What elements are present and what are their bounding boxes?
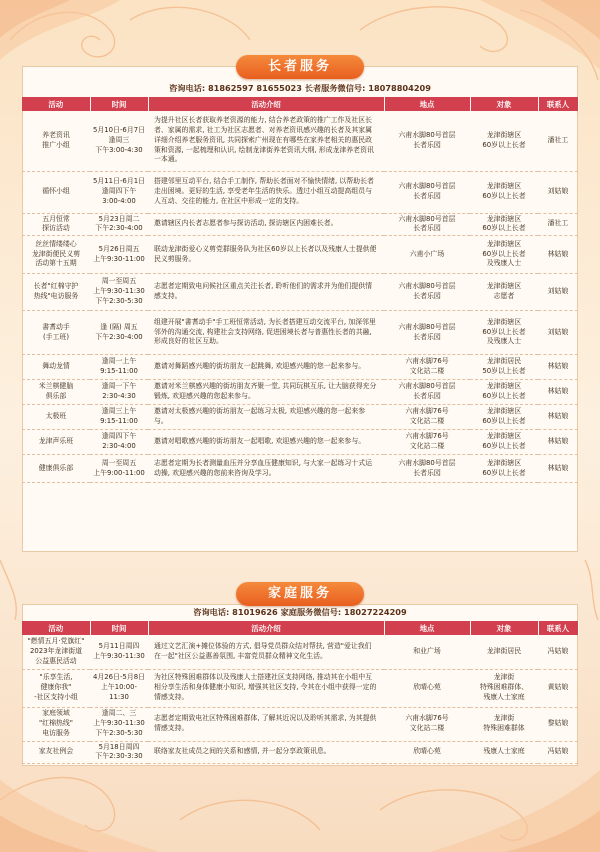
cell-intro: 志愿者定期致电社区特殊困难群体, 了解其近况以及聆听其需求, 为其提供情感支持。: [148, 707, 384, 741]
header-target: 对象: [470, 621, 538, 635]
cell-target: 龙津街辖区 60岁以上长者: [470, 455, 538, 483]
cell-time: 逢 (隔) 周五 下午2:30-4:00: [90, 311, 148, 355]
cell-time: 5月11日周四 上午9:30-11:30: [90, 635, 148, 669]
cell-location: 六甫水脚76号 文化站二楼: [384, 355, 470, 380]
cell-location: 六甫小广场: [384, 236, 470, 274]
header-activity: 活动: [22, 621, 90, 635]
table-row: [22, 274, 578, 311]
cell-activity: 长者"红棉守护 热线"电访服务: [22, 274, 90, 311]
cell-contact: 黎姑娘: [538, 707, 578, 741]
cell-location: 欣晴心苑: [384, 741, 470, 764]
cell-intro: 志愿者定期为长者测量血压并分享血压健康知识, 与大家一起练习十式运动操, 欢迎感兴趣的您前来咨询及学习。: [148, 455, 384, 483]
cell-intro: 搭建邻里互动平台, 结合手工制作, 帮助长者面对不愉快情绪, 以帮助长者走出困境。更好的生活, 享受老年生活的快乐。透过小组互动提高组员与人互动、交往的能力, 在社区中形成一定的支持。: [148, 171, 384, 213]
cell-activity: 家庭领域 "红棉热线" 电访服务: [22, 707, 90, 741]
cell-activity: 米兰棋健脑 俱乐部: [22, 380, 90, 405]
cell-time: 逢周三上午 9:15-11:00: [90, 405, 148, 430]
cell-activity: 家友社例会: [22, 741, 90, 764]
table-row: [22, 111, 578, 171]
cell-location: 和业广场: [384, 635, 470, 669]
cell-activity: 舞动龙情: [22, 355, 90, 380]
cell-activity: "燃情五月·党旗红" 2023年龙津街道 公益惠民活动: [22, 635, 90, 669]
cell-intro: 为社区特殊困难群体以及残康人士搭建社区支持网络, 推动其在小组中互相分享生活和身体健康小知识, 增强其社区支持, 令其在小组中获得一定的情感支持。: [148, 669, 384, 707]
cell-target: 龙津街辖区 60岁以上长者: [470, 405, 538, 430]
table-row: [22, 311, 578, 355]
cell-location: 六甫水脚80号首层 长者乐园: [384, 171, 470, 213]
cell-location: 六甫水脚80号首层 长者乐园: [384, 455, 470, 483]
cell-target: 龙津街居民 50岁以上长者: [470, 355, 538, 380]
header-contact: 联系人: [538, 621, 578, 635]
cell-target: 龙津街辖区 60岁以上长者: [470, 213, 538, 236]
cell-location: 六甫水脚80号首层 长者乐园: [384, 274, 470, 311]
cell-time: 5月11日-6月1日 逢周四下午 3:00-4:00: [90, 171, 148, 213]
cell-contact: 林姑娘: [538, 355, 578, 380]
cell-intro: 邀请辖区内长者志愿者参与探访活动, 探访辖区内困难长者。: [148, 213, 384, 236]
table-header-row: [22, 621, 578, 635]
elder-services-table: [22, 97, 579, 483]
cell-time: 周一至周五 上午9:30-11:30 下午2:30-5:30: [90, 274, 148, 311]
table-row: [22, 355, 578, 380]
cell-intro: 邀请对舞蹈感兴趣的街坊朋友一起跳舞, 欢迎感兴趣的您一起来参与。: [148, 355, 384, 380]
family-services-table: [22, 621, 579, 764]
cell-activity: 書耆动手 (手工班): [22, 311, 90, 355]
cell-intro: 邀请对唱歌感兴趣的街坊朋友一起唱歌, 欢迎感兴趣的您一起来参与。: [148, 430, 384, 455]
header-contact: 联系人: [538, 97, 578, 111]
family-services-title: 家庭服务: [236, 582, 364, 606]
cell-intro: 邀请对太极感兴趣的街坊朋友一起练习太极, 欢迎感兴趣的您一起来参与。: [148, 405, 384, 430]
cell-target: 龙津街辖区 60岁以上长者: [470, 380, 538, 405]
header-time: 时间: [90, 621, 148, 635]
cell-target: 龙津街 特殊困难群体: [470, 707, 538, 741]
cell-intro: 志愿者定期致电问候社区重点关注长者, 聆听他们的需求并为他们提供情感支持。: [148, 274, 384, 311]
cell-contact: 林姑娘: [538, 455, 578, 483]
cell-time: 逢周一上午 9:15-11:00: [90, 355, 148, 380]
cell-time: 周一至周五 上午9:00-11:00: [90, 455, 148, 483]
table-row: [22, 635, 578, 669]
cell-contact: 林姑娘: [538, 430, 578, 455]
cell-contact: 黄姑娘: [538, 669, 578, 707]
cell-target: 龙津街 特殊困难群体、 残康人士家庭: [470, 669, 538, 707]
cell-contact: 刘姑娘: [538, 311, 578, 355]
cell-target: 龙津街辖区 志愿者: [470, 274, 538, 311]
cell-intro: 通过文艺汇演+摊位体验的方式, 倡导党员群众结对帮扶, 营造"爱让我们在一起"社区公益惠善氛围, 丰富党员群众精神文化生活。: [148, 635, 384, 669]
cell-activity: 太极班: [22, 405, 90, 430]
elder-services-rows: [22, 111, 578, 483]
cell-contact: 冯姑娘: [538, 635, 578, 669]
header-intro: 活动介绍: [148, 97, 384, 111]
table-row: [22, 455, 578, 483]
header-intro: 活动介绍: [148, 621, 384, 635]
table-row: [22, 741, 578, 764]
cell-target: 残康人士家庭: [470, 741, 538, 764]
table-row: [22, 707, 578, 741]
cell-location: 六甫水脚76号 文化站二楼: [384, 707, 470, 741]
cell-contact: 潘社工: [538, 213, 578, 236]
cell-intro: 邀请对米兰棋感兴趣的街坊朋友齐聚一堂, 共同玩棋互乐, 让大脑获得充分锻炼, 欢迎感兴趣的您起来参与。: [148, 380, 384, 405]
cell-activity: 龙津声乐班: [22, 430, 90, 455]
cell-intro: 为提升社区长者获取养老资源的能力, 结合养老政策的推广工作及社区长者、家属的需求, 社工为社区志愿者、对养老资讯感兴趣的长者及其家属详细介绍养老服务资讯, 共同探索广州现在有哪些在家养老相关的惠民政策和资源, 一起梳理和认识, 绘制龙津街养老资讯大纲, 形成龙津养老资讯一本通。: [148, 111, 384, 171]
cell-time: 逢周一下午 2:30-4:30: [90, 380, 148, 405]
cell-activity: 健康俱乐部: [22, 455, 90, 483]
cell-contact: 林姑娘: [538, 236, 578, 274]
cell-activity: 养老资讯 推广小组: [22, 111, 90, 171]
header-time: 时间: [90, 97, 148, 111]
cell-location: 六甫水脚80号首层 长者乐园: [384, 380, 470, 405]
table-row: [22, 405, 578, 430]
table-row: [22, 236, 578, 274]
cell-time: 5月23日周二 下午2:30-4:00: [90, 213, 148, 236]
cell-target: 龙津街辖区 60岁以上长者 及残康人士: [470, 236, 538, 274]
cell-activity: 五月恒常 探访活动: [22, 213, 90, 236]
cell-activity: 丝丝情缕缕心 龙津街便民义剪 活动第十五期: [22, 236, 90, 274]
cell-target: 龙津街辖区 60岁以上长者: [470, 430, 538, 455]
cell-contact: 潘社工: [538, 111, 578, 171]
cell-location: 六甫水脚80号首层 长者乐园: [384, 111, 470, 171]
cell-contact: 林姑娘: [538, 380, 578, 405]
cell-location: 六甫水脚80号首层 长者乐园: [384, 213, 470, 236]
table-row: [22, 213, 578, 236]
cell-target: 龙津街辖区 60岁以上长者 及残康人士: [470, 311, 538, 355]
cell-location: 六甫水脚80号首层 长者乐园: [384, 311, 470, 355]
cell-target: 龙津街居民: [470, 635, 538, 669]
cell-contact: 刘姑娘: [538, 171, 578, 213]
cell-intro: 联络家友社成员之间的关系和感情, 并一起分享政策讯息。: [148, 741, 384, 764]
cell-time: 5月18日周四 下午2:30-3:30: [90, 741, 148, 764]
cell-activity: "乐享生活, 健康你我" -社区支持小组: [22, 669, 90, 707]
cell-location: 欣晴心苑: [384, 669, 470, 707]
table-row: [22, 669, 578, 707]
table-header-row: [22, 97, 578, 111]
header-location: 地点: [384, 97, 470, 111]
header-activity: 活动: [22, 97, 90, 111]
cell-contact: 刘姑娘: [538, 274, 578, 311]
table-row: [22, 430, 578, 455]
cell-activity: 循怀小组: [22, 171, 90, 213]
cell-location: 六甫水脚76号 文化站二楼: [384, 405, 470, 430]
cell-time: 逢周四下午 2:30-4:00: [90, 430, 148, 455]
elder-services-contact: 咨询电话: 81862597 81655023 长者服务微信号: 18078804209: [169, 83, 431, 93]
family-services-rows: [22, 635, 578, 764]
table-row: [22, 380, 578, 405]
cell-location: 六甫水脚76号 文化站二楼: [384, 430, 470, 455]
family-services-contact: 咨询电话: 81019626 家庭服务微信号: 18027224209: [193, 607, 407, 617]
elder-services-title: 长者服务: [236, 55, 364, 79]
cell-contact: 林姑娘: [538, 405, 578, 430]
header-location: 地点: [384, 621, 470, 635]
cell-time: 5月26日周五 上午9:30-11:00: [90, 236, 148, 274]
cell-target: 龙津街辖区 60岁以上长者: [470, 111, 538, 171]
cell-intro: 联动龙津街爱心义剪党群服务队为社区60岁以上长者以及残康人士提供便民义剪服务。: [148, 236, 384, 274]
table-row: [22, 171, 578, 213]
cell-contact: 冯姑娘: [538, 741, 578, 764]
cell-target: 龙津街辖区 60岁以上长者: [470, 171, 538, 213]
cell-time: 逢周二、三 上午9:30-11:30 下午2:30-5:30: [90, 707, 148, 741]
cell-time: 5月10日-6月7日 逢周三 下午3:00-4:30: [90, 111, 148, 171]
cell-intro: 组建开展"書耆动手"手工班恒常活动, 为长者搭建互动交流平台, 加深邻里邻外的沟通交流, 构建社会支持网络, 促进困境长者与普惠性长者的共融, 形成良好的社区互助。: [148, 311, 384, 355]
header-target: 对象: [470, 97, 538, 111]
cell-time: 4月26日-5月8日 上午10:00-11:30: [90, 669, 148, 707]
